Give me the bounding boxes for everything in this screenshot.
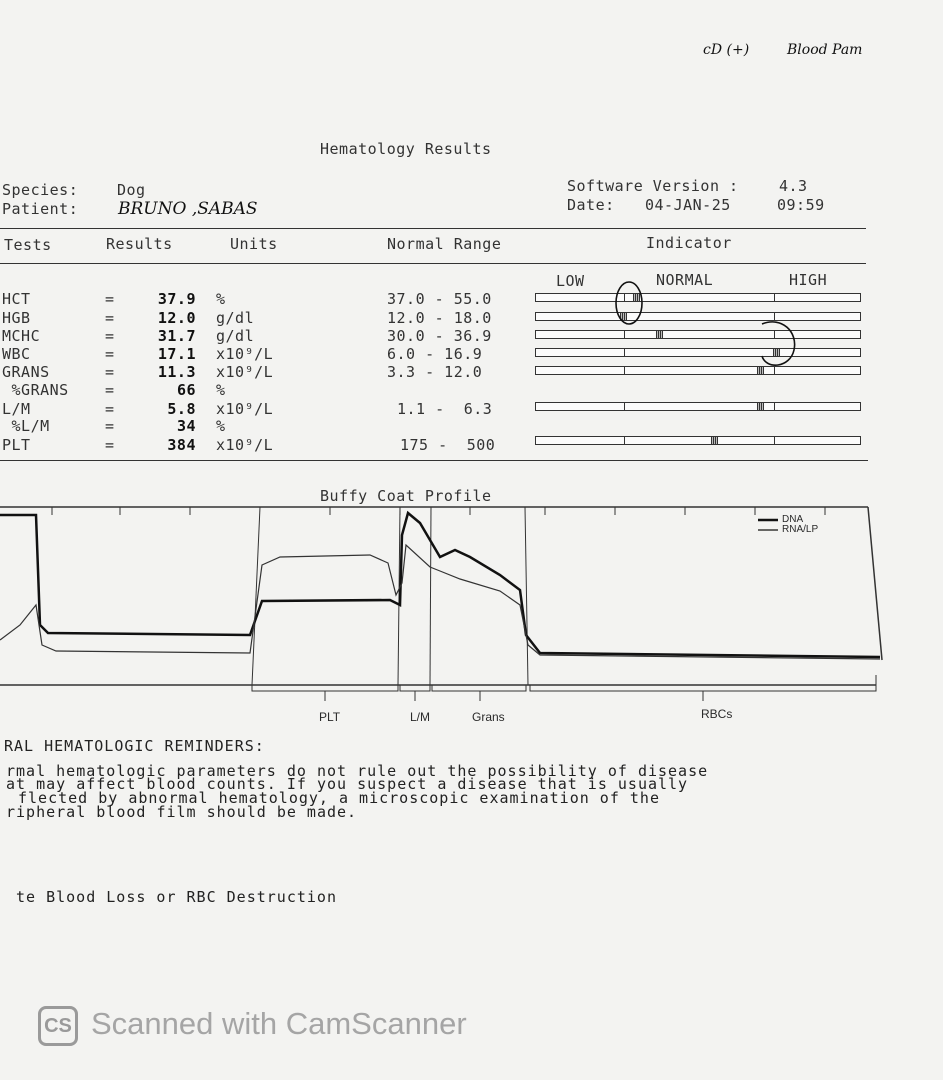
indicator-normal-label: NORMAL <box>656 271 714 289</box>
patient-name: BRUNO ,SABAS <box>118 199 258 219</box>
result-value: 31.7 <box>157 327 196 345</box>
result-value: 5.8 <box>167 400 196 418</box>
reminder-line-1: rmal hematologic parameters do not rule out the possibility of disease <box>6 762 709 780</box>
indicator-mark <box>757 403 764 410</box>
test-name: MCHC <box>2 327 41 345</box>
region-label-plt: PLT <box>319 710 341 724</box>
normal-range: 30.0 - 36.9 <box>387 327 492 345</box>
result-unit: x10⁹/L <box>216 363 274 381</box>
species-value: Dog <box>117 181 146 199</box>
handwritten-note-right: Blood Pam <box>787 42 863 58</box>
equals-sign: = <box>105 327 115 345</box>
header-units: Units <box>230 235 278 253</box>
test-name: %L/M <box>2 417 50 435</box>
indicator-high-label: HIGH <box>789 271 828 289</box>
equals-sign: = <box>105 436 115 454</box>
test-name: WBC <box>2 345 31 363</box>
date-label: Date: <box>567 196 615 214</box>
time-value: 09:59 <box>777 196 825 214</box>
result-unit: % <box>216 381 226 399</box>
result-unit: g/dl <box>216 309 255 327</box>
result-value: 37.9 <box>157 290 196 308</box>
indicator-mark <box>656 331 663 338</box>
region-label-grans: Grans <box>472 710 505 724</box>
normal-range: 37.0 - 55.0 <box>387 290 492 308</box>
header-tests: Tests <box>4 236 52 254</box>
equals-sign: = <box>105 381 115 399</box>
result-row-pct-grans <box>0 381 943 399</box>
rna-lp-curve <box>0 545 880 659</box>
result-value: 66 <box>176 381 196 399</box>
result-unit: g/dl <box>216 327 255 345</box>
result-unit: x10⁹/L <box>216 345 274 363</box>
reminder-line-2: at may affect blood counts. If you suspect a disease that is usually <box>6 775 689 793</box>
software-label: Software Version : <box>567 177 739 195</box>
region-label-rbcs: RBCs <box>701 707 733 721</box>
camscanner-logo: CS <box>38 1006 78 1046</box>
legend-dna: DNA <box>782 514 804 525</box>
handwritten-circle-wbc-icon <box>752 318 800 372</box>
result-value: 34 <box>176 417 196 435</box>
normal-range: 3.3 - 12.0 <box>387 363 483 381</box>
reminders-heading: RAL HEMATOLOGIC REMINDERS: <box>4 737 265 755</box>
header-indicator: Indicator <box>646 234 732 252</box>
result-unit: % <box>216 290 226 308</box>
indicator-bar-plt <box>535 436 861 445</box>
normal-range: 175 - 500 <box>400 436 496 454</box>
indicator-bar-hct <box>535 293 861 302</box>
test-name: HGB <box>2 309 31 327</box>
result-value: 384 <box>167 436 196 454</box>
result-value: 12.0 <box>157 309 196 327</box>
test-name: L/M <box>2 400 31 418</box>
patient-label: Patient: <box>2 200 79 218</box>
indicator-bar-mchc <box>535 330 861 339</box>
test-name: GRANS <box>2 363 50 381</box>
equals-sign: = <box>105 363 115 381</box>
test-name: HCT <box>2 290 31 308</box>
date-value: 04-JAN-25 <box>645 196 731 214</box>
result-unit: x10⁹/L <box>216 400 274 418</box>
header-normal-range: Normal Range <box>387 235 502 253</box>
header-results: Results <box>106 235 173 253</box>
equals-sign: = <box>105 417 115 435</box>
result-unit: x10⁹/L <box>216 436 274 454</box>
region-label-lm: L/M <box>410 710 431 724</box>
reminder-line-3: flected by abnormal hematology, a microscopic examination of the <box>18 789 660 807</box>
normal-range: 6.0 - 16.9 <box>387 345 483 363</box>
normal-range: 12.0 - 18.0 <box>387 309 492 327</box>
test-name: PLT <box>2 436 31 454</box>
equals-sign: = <box>105 400 115 418</box>
result-unit: % <box>216 417 226 435</box>
test-name: %GRANS <box>2 381 69 399</box>
indicator-low-label: LOW <box>556 272 585 290</box>
dna-curve <box>0 513 880 657</box>
handwritten-circle-hct-icon <box>612 278 646 328</box>
diagnosis-line: te Blood Loss or RBC Destruction <box>16 888 337 906</box>
header-rule-top <box>0 228 866 229</box>
indicator-bar-hgb <box>535 312 861 321</box>
results-rule-bottom <box>0 460 868 461</box>
result-value: 17.1 <box>157 345 196 363</box>
indicator-bar-wbc <box>535 348 861 357</box>
software-value: 4.3 <box>779 177 808 195</box>
equals-sign: = <box>105 290 115 308</box>
indicator-mark <box>711 437 718 444</box>
indicator-bar-lm <box>535 402 861 411</box>
legend-rna-lp: RNA/LP <box>782 524 819 535</box>
result-row-pct-lm <box>0 417 943 435</box>
buffy-coat-title: Buffy Coat Profile <box>320 487 492 505</box>
indicator-bar-grans <box>535 366 861 375</box>
species-label: Species: <box>2 181 79 199</box>
normal-range: 1.1 - 6.3 <box>397 400 493 418</box>
equals-sign: = <box>105 345 115 363</box>
result-value: 11.3 <box>157 363 196 381</box>
header-rule-bottom <box>0 263 866 264</box>
camscanner-watermark: Scanned with CamScanner <box>91 1006 467 1041</box>
handwritten-note-left: cD (+) <box>703 42 750 58</box>
report-title: Hematology Results <box>320 140 492 158</box>
equals-sign: = <box>105 309 115 327</box>
reminder-line-4: ripheral blood film should be made. <box>6 803 358 821</box>
buffy-coat-chart <box>0 505 943 735</box>
